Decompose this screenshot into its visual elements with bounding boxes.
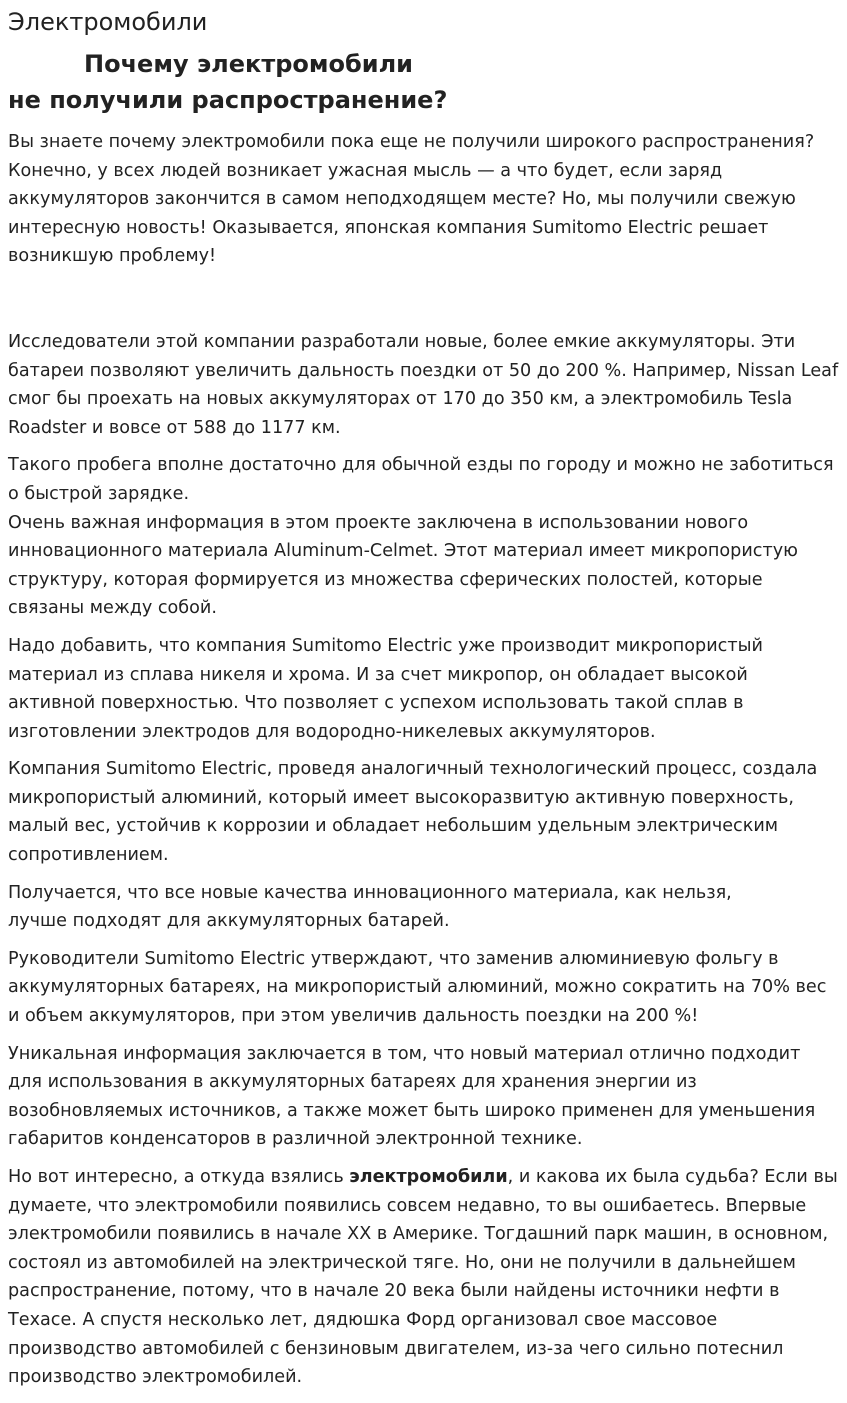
paragraph-9-bold-term: электромобили [349,1167,508,1187]
paragraph-2: Исследователи этой компании разработали новые, более емкие аккумуляторы. Эти батареи позволяют увеличить дальность поездки от 50 до 200 %. Например, Nissan Leaf смог бы проехать на новых аккумуляторах от 170 до 350 км, а электромобиль Tesla Roadster и вовсе от 588 до 1177 км. [8,331,839,438]
article-headline [8,46,839,118]
site-title: Электромобили [8,8,208,36]
paragraph-7: Руководители Sumitomo Electric утверждают, что заменив алюминиевую фольгу в аккумуляторных батареях, на микропористый алюминий, можно сократить на 70% вес и объем аккумуляторов, при этом увеличив дальность поездки на 200 %! [8,948,827,1027]
paragraph-5: Компания Sumitomo Electric, проведя аналогичный технологический процесс, создала микропористый алюминий, который имеет высокоразвитую активную поверхность, малый вес, устойчив к коррозии и обладает небольшим удельным электрическим сопротивлением. [8,759,818,866]
paragraph-6-part-b: лучше подходят для аккумуляторных батарей. [8,911,450,932]
paragraph-8: Уникальная информация заключается в том, что новый материал отлично подходит для использования в аккумуляторных батареях для хранения энергии из возобновляемых источников, а также может быть широко применен для уменьшения габаритов конденсаторов в различной электронной технике. [8,1043,816,1150]
headline-line-1: Почему электромобили [84,50,413,78]
paragraph-4: Надо добавить, что компания Sumitomo Electric уже производит микропористый материал из сплава никеля и хрома. И за счет микропор, он обладает высокой активной поверхностью. Что позволяет с успехом использовать такой сплав в изготовлении электродов для водородно-никелевых аккумуляторов. [8,635,763,742]
paragraph-spacer [8,280,839,328]
paragraph-6-part-a: Получается, что все новые качества инновационного материала, как нельзя, [8,882,732,903]
headline-line-2: не получили распространение? [8,86,448,114]
paragraph-3-part-b: Очень важная информация в этом проекте заключена в использовании нового инновационного материала Aluminum-Celmet. Этот материал имеет микропористую структуру, которая формируется из множества сферических полостей, которые связаны между собой. [8,512,798,619]
paragraph-9-after: , и какова их была судьба? Если вы думаете, что электромобили появились совсем недавно, то вы ошибаетесь. Впервые электромобили появились в начале XX в Америке. Тогдашний парк машин, в основном, состоял из автомобилей на электрической тяге. Но, они не получили в дальнейшем распространение, потому, что в начале 20 века были найдены источники нефти в Техасе. А спустя несколько лет, дядюшка Форд организовал свое массовое производство автомобилей с бензиновым двигателем, из-за чего сильно потеснил производство электромобилей. [8,1167,838,1388]
paragraph-3-part-a: Такого пробега вполне достаточно для обычной езды по городу и можно не заботиться о быстрой зарядке. [8,455,834,504]
paragraph-6 [8,879,839,936]
paragraph-3 [8,451,839,623]
article-body [8,128,839,1392]
paragraph-9-before: Но вот интересно, а откуда взялись [8,1167,350,1187]
paragraph-1: Вы знаете почему электромобили пока еще не получили широкого распространения? Конечно, у всех людей возникает ужасная мысль — а что будет, если заряд аккумуляторов закончится в самом неподходящем месте? Но, мы получили свежую интересную новость! Оказывается, японская компания Sumitomo Electric решает возникшую проблему! [8,132,815,267]
paragraph-9 [8,1163,839,1392]
